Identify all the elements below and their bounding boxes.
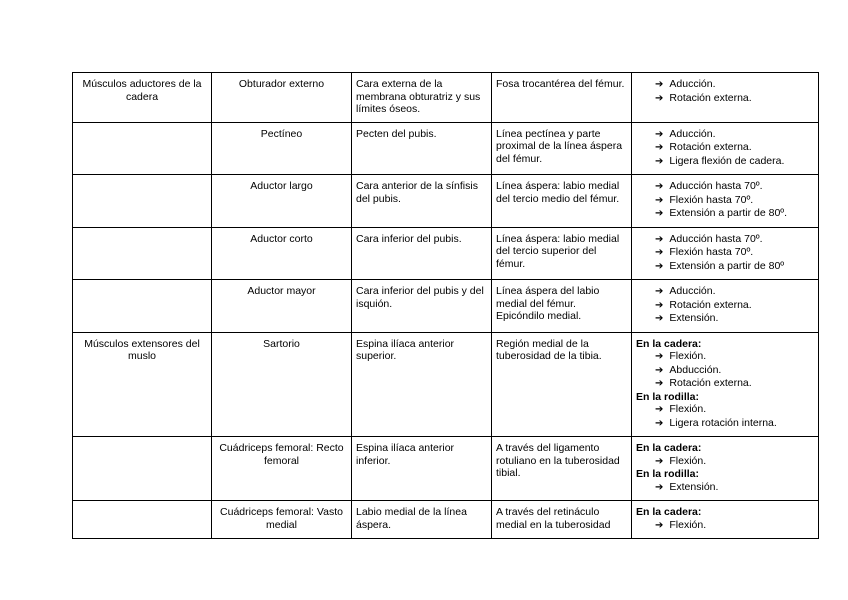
insertion-text: Línea áspera: labio medial del tercio superior del fémur. [496, 232, 620, 270]
origin-cell [352, 175, 492, 228]
origin-text: Cara inferior del pubis y del isquión. [356, 285, 484, 310]
table-row [73, 122, 819, 175]
action-heading: En la rodilla: [636, 468, 700, 480]
actions-cell [632, 73, 819, 123]
action-item: ➔ Flexión hasta 70º. [636, 246, 814, 260]
origin-text: Espina ilíaca anterior inferior. [356, 442, 455, 467]
muscle-name-cell [212, 280, 352, 333]
actions-list [636, 78, 814, 105]
origin-cell [352, 332, 492, 437]
actions-list [636, 180, 814, 221]
action-item: ➔ Extensión a partir de 80º. [636, 207, 814, 221]
insertion-cell [492, 437, 632, 501]
action-item: ➔ Aducción. [636, 78, 814, 92]
table-row [73, 175, 819, 228]
action-item: ➔ Flexión. [636, 455, 814, 469]
table-row [73, 501, 819, 539]
origin-cell [352, 227, 492, 280]
muscle-table-body [73, 73, 819, 539]
muscle-name-cell [212, 73, 352, 123]
actions-list [636, 285, 814, 326]
actions-list [636, 128, 814, 169]
muscle-group-cell [73, 122, 212, 175]
insertion-text: A través del ligamento rotuliano en la tuberosidad tibial. [496, 442, 620, 479]
muscle-name-cell [212, 122, 352, 175]
action-item: ➔ Rotación externa. [636, 141, 814, 155]
action-heading: En la cadera: [636, 337, 702, 350]
action-heading: En la cadera: [636, 506, 702, 518]
table-row [73, 332, 819, 437]
action-item: ➔ Aducción. [636, 128, 814, 142]
action-heading: En la cadera: [636, 442, 702, 454]
actions-list [636, 442, 814, 494]
muscle-group-cell [73, 437, 212, 501]
muscle-name-cell [212, 332, 352, 437]
action-item: ➔ Rotación externa. [636, 299, 814, 313]
origin-text: Cara inferior del pubis. [356, 232, 462, 245]
insertion-text: A través del retináculo medial en la tuberosidad [496, 506, 611, 531]
insertion-text: Línea áspera del labio medial del fémur. Epicóndilo medial. [496, 285, 600, 322]
insertion-text: Línea pectínea y parte proximal de la línea áspera del fémur. [496, 127, 623, 165]
action-item: ➔ Aducción hasta 70º. [636, 233, 814, 247]
actions-list [636, 338, 814, 431]
muscle-group: Músculos aductores de la cadera [82, 78, 202, 103]
insertion-cell [492, 332, 632, 437]
action-item: ➔ Aducción. [636, 285, 814, 299]
insertion-text: Fosa trocantérea del fémur. [496, 78, 625, 90]
muscle-name-cell [212, 175, 352, 228]
actions-cell [632, 280, 819, 333]
origin-text: Labio medial de la línea áspera. [356, 506, 467, 531]
insertion-cell [492, 227, 632, 280]
muscle-name: Cuádriceps femoral: Vasto medial [220, 506, 343, 531]
actions-list [636, 233, 814, 274]
action-item: ➔ Flexión. [636, 519, 814, 533]
action-item: ➔ Aducción hasta 70º. [636, 180, 814, 194]
table-row [73, 73, 819, 123]
muscle-group-cell [73, 175, 212, 228]
origin-cell [352, 437, 492, 501]
insertion-cell [492, 175, 632, 228]
origin-cell [352, 280, 492, 333]
action-item: ➔ Rotación externa. [636, 377, 814, 391]
muscle-group-cell [73, 280, 212, 333]
action-item: ➔ Abducción. [636, 364, 814, 378]
muscle-table [72, 72, 819, 539]
actions-cell [632, 175, 819, 228]
action-item: ➔ Flexión. [636, 350, 814, 364]
table-row [73, 227, 819, 280]
action-item: ➔ Extensión a partir de 80º [636, 260, 814, 274]
muscle-group: Músculos extensores del muslo [84, 337, 200, 362]
muscle-name-cell [212, 501, 352, 539]
origin-cell [352, 122, 492, 175]
muscle-group-cell [73, 227, 212, 280]
muscle-name: Cuádriceps femoral: Recto femoral [219, 442, 344, 467]
insertion-cell [492, 501, 632, 539]
action-item: ➔ Extensión. [636, 481, 814, 495]
actions-cell [632, 227, 819, 280]
action-item: ➔ Flexión hasta 70º. [636, 194, 814, 208]
insertion-text: Región medial de la tuberosidad de la tibia. [496, 337, 602, 362]
actions-list [636, 506, 814, 532]
actions-cell [632, 501, 819, 539]
action-item: ➔ Rotación externa. [636, 92, 814, 106]
muscle-group-cell [73, 73, 212, 123]
muscle-name: Pectíneo [260, 127, 303, 140]
muscle-name-cell [212, 227, 352, 280]
muscle-name: Aductor corto [250, 232, 313, 245]
insertion-text: Línea áspera: labio medial del tercio medio del fémur. [496, 180, 620, 205]
origin-cell [352, 501, 492, 539]
actions-cell [632, 437, 819, 501]
muscle-name: Aductor mayor [247, 285, 316, 297]
table-row [73, 437, 819, 501]
origin-cell [352, 73, 492, 123]
muscle-name-cell [212, 437, 352, 501]
table-row [73, 280, 819, 333]
muscle-name: Sartorio [263, 337, 300, 350]
origin-text: Espina ilíaca anterior superior. [356, 337, 455, 362]
action-item: ➔ Extensión. [636, 312, 814, 326]
muscle-group-cell [73, 501, 212, 539]
muscle-name: Obturador externo [238, 78, 325, 90]
actions-cell [632, 122, 819, 175]
insertion-cell [492, 73, 632, 123]
muscle-name: Aductor largo [250, 180, 313, 192]
origin-text: Cara externa de la membrana obturatriz y sus límites óseos. [356, 78, 481, 115]
action-item: ➔ Ligera rotación interna. [636, 417, 814, 431]
origin-text: Pecten del pubis. [356, 127, 437, 140]
action-heading: En la rodilla: [636, 390, 700, 403]
insertion-cell [492, 280, 632, 333]
actions-cell [632, 332, 819, 437]
muscle-group-cell [73, 332, 212, 437]
insertion-cell [492, 122, 632, 175]
action-item: ➔ Flexión. [636, 403, 814, 417]
action-item: ➔ Ligera flexión de cadera. [636, 155, 814, 169]
origin-text: Cara anterior de la sínfisis del pubis. [356, 180, 478, 205]
